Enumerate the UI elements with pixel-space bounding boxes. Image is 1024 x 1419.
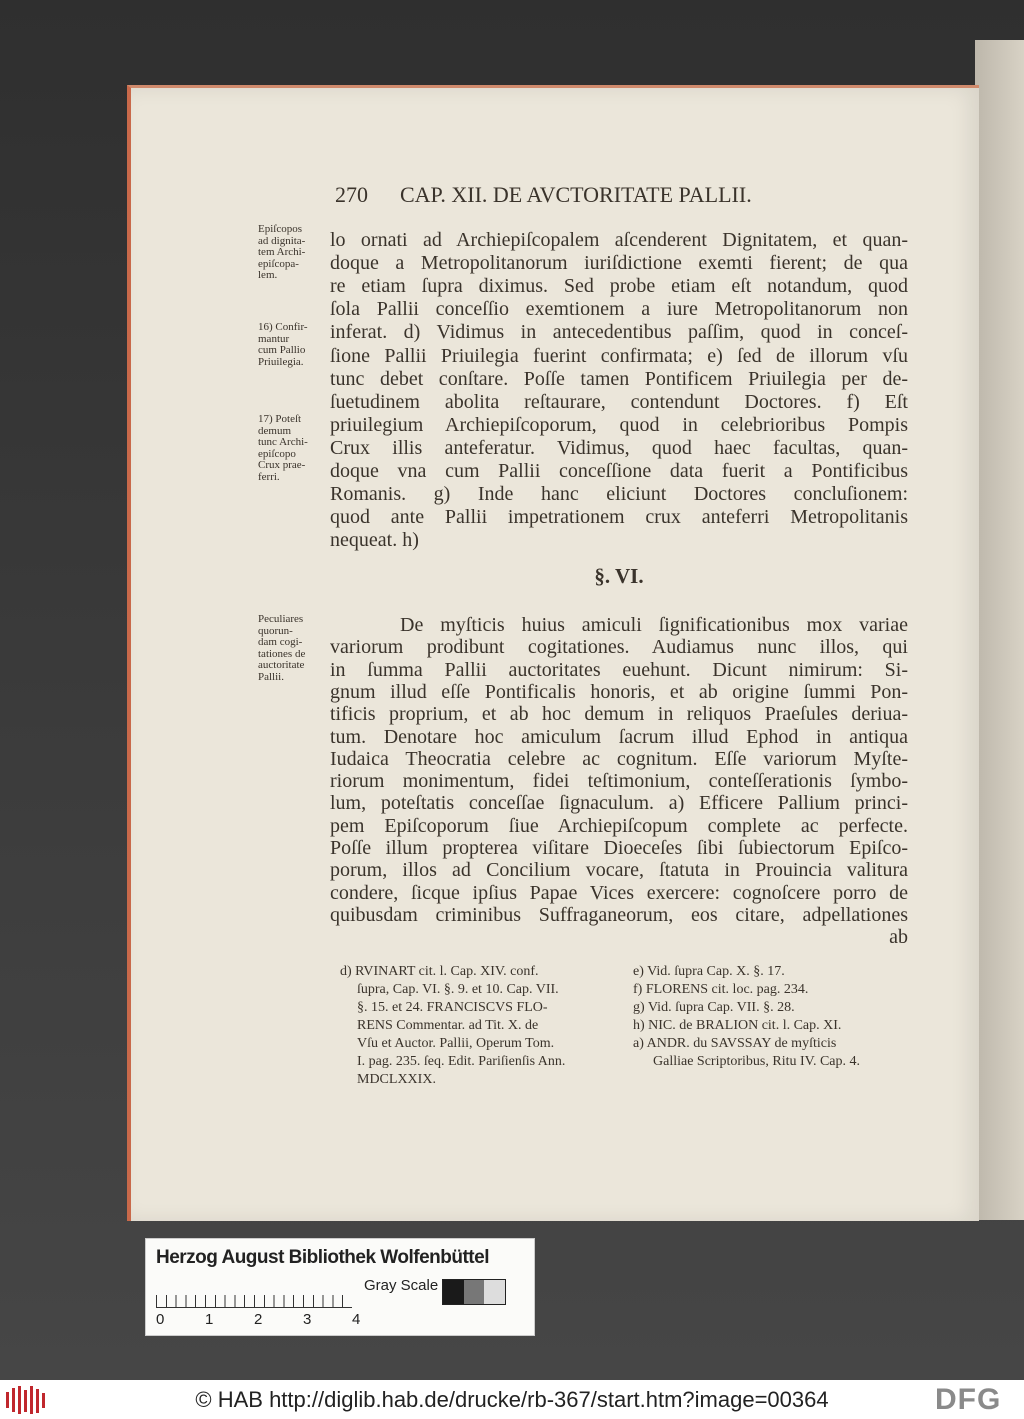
marginal-note-line: Peculiares	[258, 613, 304, 625]
marginal-note-line: tationes de	[258, 647, 306, 660]
body-text-line: condere, ſicque ipſius Papae Vices exercere: cognoſcere porro de	[330, 881, 908, 904]
ruler-number: 0	[156, 1311, 165, 1328]
body-text-line: tum. Denotare hoc amiculum ſacrum illud Ephod in antiqua	[330, 725, 908, 748]
footnote-line: RENS Commentar. ad Tit. X. de	[357, 1018, 539, 1033]
body-text-line: pem Epiſcoporum ſiue Archiepiſcopum complete ac perfecte.	[330, 814, 908, 837]
marginal-note-line: ferri.	[258, 470, 280, 483]
body-text-line: Crux illis anteferatur. Vidimus, quod haec facultas, quan-	[330, 436, 908, 459]
running-title: CAP. XII. DE AVCTORITATE PALLII.	[400, 182, 752, 207]
body-text-line: riorum monimentum, fidei teſtimonium, conteſſerationis ſymbo-	[330, 770, 908, 793]
library-name: Herzog August Bibliothek Wolfenbüttel	[156, 1247, 489, 1268]
body-text-line: priuilegium Archiepiſcoporum, quod in celebrioribus Pompis	[330, 413, 908, 436]
swatch-black	[443, 1280, 464, 1304]
body-text-line: ſione Pallii Priuilegia fuerint confirmata; e) ſed de illorum vſu	[330, 344, 908, 367]
marginal-note-line: cum Pallio	[258, 344, 306, 356]
body-text-line: tificis proprium, et ab hoc demum in reliquos Praeſules deriua-	[330, 703, 908, 726]
body-text-line: ſuetudinem abolita reſtaurare, contendunt Doctores. f) Eſt	[330, 390, 908, 413]
footnote-line: e) Vid. ſupra Cap. X. §. 17.	[633, 964, 785, 979]
marginal-note-line: ad dignita-	[258, 234, 306, 247]
marginal-note-line: Pallii.	[258, 670, 284, 683]
footnote-line: a) ANDR. du SAVSSAY de myſticis	[633, 1036, 837, 1051]
marginal-note-line: lem.	[258, 269, 278, 281]
body-text-line: variorum prodibunt cogitationes. Audiamus nunc illos, qui	[330, 636, 908, 659]
body-text-line: quod ante Pallii impetrationem crux anteferri Metropolitanis	[330, 506, 908, 529]
footnote-line: h) NIC. de BRALION cit. l. Cap. XI.	[633, 1018, 842, 1033]
body-text-line: doque vna cum Pallii conceſſione data fuerit a Pontificibus	[330, 460, 908, 482]
ruler-number: 4	[352, 1311, 361, 1328]
gray-scale-swatches	[442, 1279, 506, 1305]
dfg-logo: DFG	[935, 1383, 1002, 1416]
footnote-line: d) RVINART cit. l. Cap. XIV. conf.	[340, 964, 539, 979]
ruler-number: 2	[254, 1311, 263, 1328]
marginal-note-line: epiſcopa-	[258, 257, 299, 270]
marginal-note-line: tem Archi-	[258, 246, 306, 258]
body-text-line: re etiam ſupra diximus. Sed probe etiam eſt notandum, quod	[330, 275, 908, 298]
page-number: 270	[335, 182, 368, 207]
marginal-note-line: tunc Archi-	[258, 436, 308, 448]
body-text-line: tunc debet conſtare. Poſſe tamen Pontificem Priuilegia per de-	[330, 367, 908, 390]
section-heading: §. VI.	[594, 564, 644, 588]
body-text-line: Iudaica Theocratia celebre ac cognitum. Eſſe variorum Myſte-	[330, 747, 908, 770]
body-text-line: ab	[889, 926, 908, 949]
marginal-note-line: mantur	[258, 332, 290, 345]
marginal-note-line: dam cogi-	[258, 636, 303, 648]
body-text-line: Poſſe illum propterea viſitare Dioeceſes ſibi ſubiectorum Epiſco-	[330, 837, 908, 859]
footnote-line: MDCLXXIX.	[357, 1072, 436, 1087]
copyright-url[interactable]: © HAB http://diglib.hab.de/drucke/rb-367/start.htm?image=00364	[195, 1387, 829, 1412]
marginal-note-line: auctoritate	[258, 659, 305, 671]
marginal-note-line: Priuilegia.	[258, 355, 304, 368]
ruler	[156, 1281, 352, 1308]
marginal-note-line: demum	[258, 424, 291, 437]
gray-scale-label: Gray Scale	[364, 1277, 439, 1294]
marginal-note-line: quorun-	[258, 624, 293, 637]
library-label-card	[145, 1238, 535, 1336]
body-text-line: De myſticis huius amiculi ſignificationibus mox variae	[400, 614, 908, 636]
footnote-line: g) Vid. ſupra Cap. VII. §. 28.	[633, 1000, 795, 1015]
facing-page-edge	[975, 40, 1024, 1220]
body-text-line: Romanis. g) Inde hanc eliciunt Doctores concluſionem:	[330, 483, 908, 506]
footer-bar	[0, 1380, 1024, 1419]
body-text-line: ſola Pallii conceſſio exemtionem a iure Metropolitanorum non	[330, 298, 908, 321]
footnote-line: I. pag. 235. ſeq. Edit. Pariſienſis Ann.	[357, 1054, 566, 1069]
ruler-number: 1	[205, 1311, 214, 1328]
footnote-line: §. 15. et 24. FRANCISCVS FLO-	[357, 1000, 548, 1015]
body-text-line: inferat. d) Vidimus in antecedentibus paſſim, quod in conceſ-	[330, 321, 908, 344]
ruler-number: 3	[303, 1311, 312, 1328]
body-text-line: nequeat. h)	[330, 529, 419, 552]
marginal-note-line: 16) Confir-	[258, 321, 308, 333]
body-text-line: in ſumma Pallii auctoritates euehunt. Dicunt nimirum: Si-	[330, 658, 908, 681]
swatch-light	[484, 1280, 505, 1304]
footnote-line: ſupra, Cap. VI. §. 9. et 10. Cap. VII.	[357, 982, 559, 997]
marginal-note-line: Epiſcopos	[258, 223, 302, 235]
body-text-line: lum, poteſtatis conceſſae ſignaculum. a) Efficere Pallium princi-	[330, 792, 908, 815]
footnote-line: Vſu et Auctor. Pallii, Operum Tom.	[357, 1036, 555, 1051]
body-text-line: doque a Metropolitanorum iuriſdictione exemti fierent; de qua	[330, 252, 908, 275]
body-text-line: porum, illos ad Concilium vocare, ſtatuta in Prouincia valitura	[330, 859, 908, 882]
footnote-line: Galliae Scriptoribus, Ritu IV. Cap. 4.	[653, 1054, 860, 1069]
body-text-line: lo ornati ad Archiepiſcopalem aſcenderent Dignitatem, et quan-	[330, 229, 908, 251]
marginal-note-line: 17) Poteſt	[258, 413, 302, 425]
swatch-gray	[464, 1280, 485, 1304]
body-text-line: gnum illud eſſe Pontificalis honoris, et ab origine ſummi Pon-	[330, 680, 908, 703]
marginal-note-line: epiſcopo	[258, 447, 296, 460]
footnote-line: f) FLORENS cit. loc. pag. 234.	[633, 982, 809, 997]
marginal-note-line: Crux prae-	[258, 459, 306, 471]
body-text-line: quibusdam criminibus Suffraganeorum, eos citare, adpellationes	[330, 903, 908, 926]
